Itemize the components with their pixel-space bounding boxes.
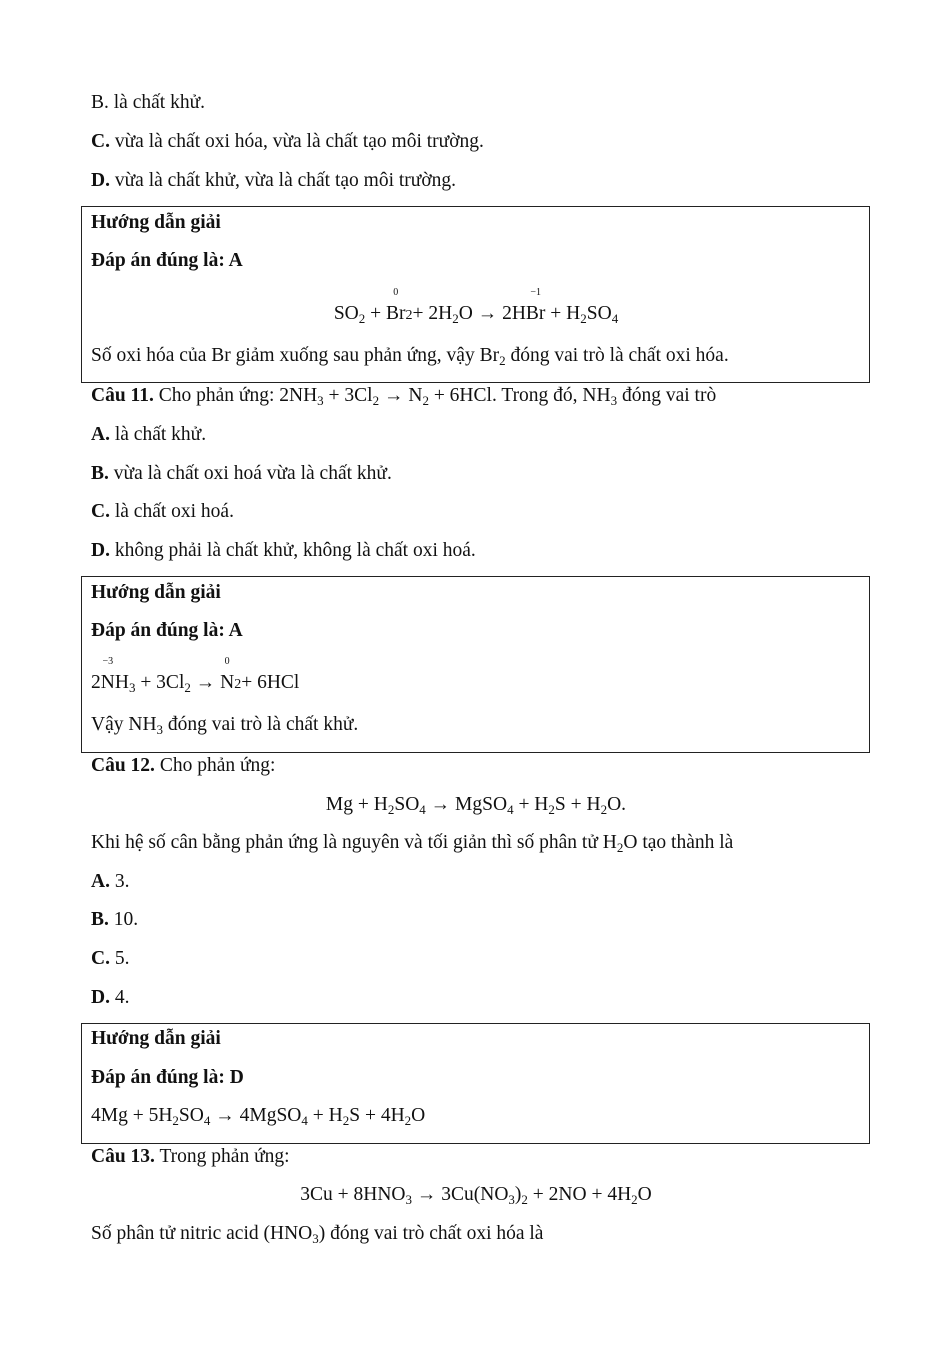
q11-option-d: D. không phải là chất khử, không là chất oxi hoá.: [91, 540, 476, 561]
option-text: vừa là chất oxi hóa, vừa là chất tạo môi trường.: [109, 131, 484, 152]
q12-option-c: C. 5.: [91, 948, 130, 969]
q12-option-a: A. 3.: [91, 871, 130, 892]
q10-option-b: [91, 91, 205, 115]
question-13-equation: $3Cu + 8HNO_3 \to 3Cu(NO_3)_2 + 2NO + 4H_2O$: [300, 1184, 652, 1207]
option-text: vừa là chất khử, vừa là chất tạo môi trường.: [109, 170, 457, 191]
solution-title: Hướng dẫn giải: [91, 212, 221, 233]
solution-equation-10: $SO_2$ + 0 $Br2+ 2H_2O \to 2H$ −1 $Br + H_2SO_4$: [333, 287, 619, 326]
question-12: Câu 12. Cho phản ứng:: [91, 755, 276, 776]
question-13-prompt: Số phân tử nitric acid $(HNO_3)$ đóng vai trò chất oxi hóa là: [91, 1223, 544, 1246]
question-12-prompt: Khi hệ số cân bằng phản ứng là nguyên và tối giản thì số phân tử $H_2O$ tạo thành là: [91, 832, 734, 855]
q12-option-b: B. 10.: [91, 909, 139, 930]
q10-option-c: [91, 130, 484, 154]
q12-option-d: D. 4.: [91, 987, 130, 1008]
solution-conclusion: Số oxi hóa của Br giảm xuống sau phản ứng, vậy $Br_2$ đóng vai trò là chất oxi hóa.: [91, 345, 729, 368]
option-label: D.: [91, 170, 110, 191]
q10-option-d: [91, 169, 456, 193]
solution-conclusion: Vậy $NH_3$ đóng vai trò là chất khử.: [91, 714, 359, 737]
option-text: là chất khử.: [108, 92, 206, 113]
solution-equation-12: $4Mg + 5H_2SO_4$ → 4MgSO$_4$ + $H_2S + 4H_2O$: [91, 1105, 426, 1128]
solution-answer: Đáp án đúng là: A: [91, 250, 243, 271]
solution-title: Hướng dẫn giải: [91, 582, 221, 603]
question-12-equation: $Mg + H_2SO_4$ → MgSO$_4$ + $H_2S + H_2O$.: [325, 794, 627, 817]
solution-answer: Đáp án đúng là: A: [91, 620, 243, 641]
option-label: C.: [91, 131, 110, 152]
solution-equation-11: 2 −3 $NH_3 + 3Cl_2$ → 0 N2+ 6HCl: [91, 656, 300, 695]
q11-option-b: B. vừa là chất oxi hoá vừa là chất khử.: [91, 463, 392, 484]
q11-option-a: A. là chất khử.: [91, 424, 207, 445]
solution-answer: Đáp án đúng là: D: [91, 1067, 244, 1088]
option-label: B.: [91, 92, 109, 113]
question-13: Câu 13. Trong phản ứng:: [91, 1146, 290, 1167]
q11-option-c: C. là chất oxi hoá.: [91, 501, 234, 522]
solution-title: Hướng dẫn giải: [91, 1028, 221, 1049]
question-11: Câu 11. Cho phản ứng: $2NH_3 + 3Cl_2 \to N_2 + 6HCl$. Trong đó, $NH_3$ đóng vai trò: [91, 385, 717, 408]
